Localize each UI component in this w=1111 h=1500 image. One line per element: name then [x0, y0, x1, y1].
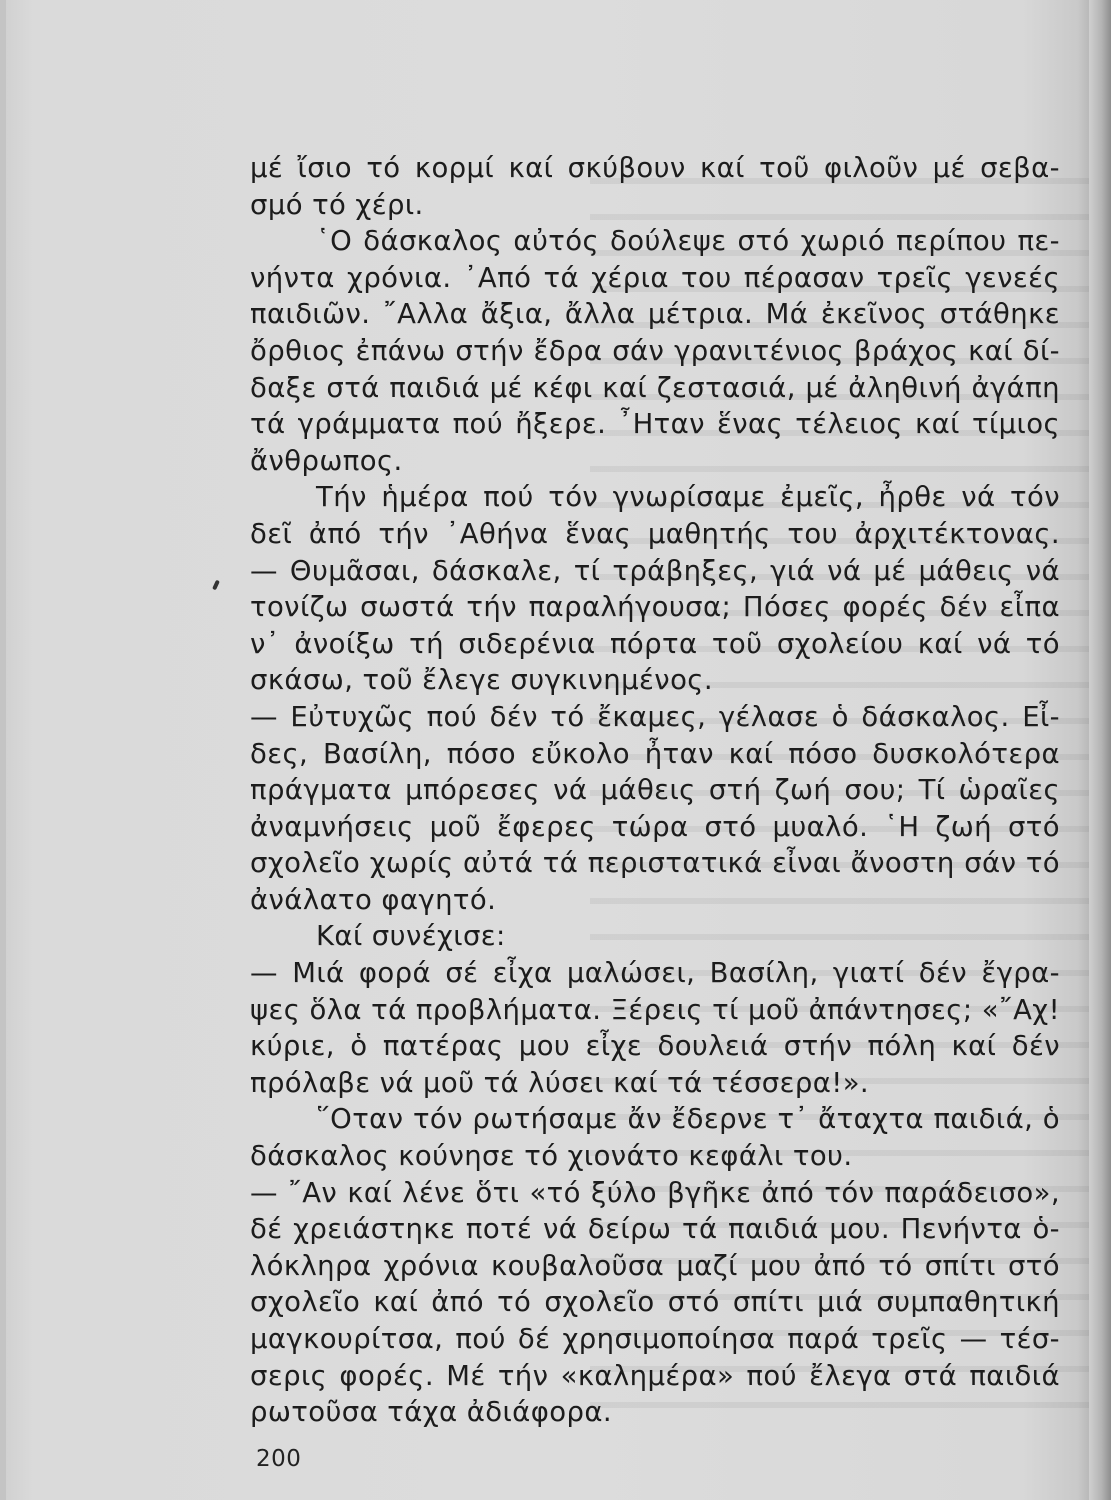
text-line: ψες ὅλα τά προβλήματα. Ξέρεις τί μοῦ ἀπάντησες; «῎Αχ! [250, 993, 1060, 1026]
text-line: ἄνθρωπος. [250, 444, 403, 477]
text-line: δάσκαλος κούνησε τό χιονάτο κεφάλι του. [250, 1140, 853, 1173]
stray-ink-mark [212, 580, 220, 591]
text-line: Καί συνέχισε: [316, 920, 506, 953]
text-line: παιδιῶν. ῎Αλλα ἄξια, ἄλλα μέτρια. Μά ἐκεῖνος στάθηκε [250, 298, 1060, 331]
page-number: 200 [256, 1446, 302, 1472]
text-line: σχολεῖο χωρίς αὐτά τά περιστατικά εἶναι ἄνοστη σάν τό [250, 847, 1060, 880]
text-line: Τήν ἡμέρα πού τόν γνωρίσαμε ἐμεῖς, ἦρθε νά τόν [316, 481, 1060, 514]
text-line: δέ χρειάστηκε ποτέ νά δείρω τά παιδιά μου. Πενήντα ὁ- [250, 1213, 1060, 1246]
text-line: δαξε στά παιδιά μέ κέφι καί ζεστασιά, μέ ἀληθινή ἀγάπη [250, 371, 1060, 404]
text-line: ῞Οταν τόν ρωτήσαμε ἄν ἔδερνε τ᾿ ἄταχτα παιδιά, ὁ [316, 1103, 1060, 1136]
text-line: — ῎Αν καί λένε ὅτι «τό ξύλο βγῆκε ἀπό τόν παράδεισο», [250, 1176, 1060, 1209]
text-line: — Μιά φορά σέ εἶχα μαλώσει, Βασίλη, γιατί δέν ἔγρα- [250, 957, 1060, 990]
text-line: — Θυμᾶσαι, δάσκαλε, τί τράβηξες, γιά νά μέ μάθεις νά [250, 554, 1060, 587]
text-line: τά γράμματα πού ἤξερε. ῏Ηταν ἕνας τέλειος καί τίμιος [250, 408, 1060, 441]
text-line: σκάσω, τοῦ ἔλεγε συγκινημένος. [250, 664, 713, 697]
body-text [250, 150, 1060, 1431]
text-line: μέ ἴσιο τό κορμί καί σκύβουν καί τοῦ φιλοῦν μέ σεβα- [250, 152, 1060, 184]
text-line: νήντα χρόνια. ᾿Από τά χέρια του πέρασαν τρεῖς γενεές [250, 261, 1060, 294]
text-line: ρωτοῦσα τάχα ἀδιάφορα. [250, 1396, 612, 1429]
text-line: κύριε, ὁ πατέρας μου εἶχε δουλειά στήν πόλη καί δέν [250, 1030, 1060, 1063]
text-line: ἀναμνήσεις μοῦ ἔφερες τώρα στό μυαλό. ῾Η ζωή στό [250, 810, 1060, 843]
text-line: λόκληρα χρόνια κουβαλοῦσα μαζί μου ἀπό τό σπίτι στό [250, 1249, 1060, 1282]
text-line: σμό τό χέρι. [250, 188, 424, 221]
page-binding-shadow [1089, 0, 1111, 1500]
text-line: τονίζω σωστά τήν παραλήγουσα; Πόσες φορές δέν εἶπα [250, 591, 1060, 624]
page-left-edge [0, 0, 6, 1500]
text-line: ν᾿ ἀνοίξω τή σιδερένια πόρτα τοῦ σχολείου καί νά τό [250, 627, 1060, 660]
text-line: ἀνάλατο φαγητό. [250, 883, 497, 916]
text-line: — Εὐτυχῶς πού δέν τό ἔκαμες, γέλασε ὁ δάσκαλος. Εἶ- [250, 700, 1060, 733]
text-line: σερις φορές. Μέ τήν «καλημέρα» πού ἔλεγα στά παιδιά [250, 1359, 1060, 1392]
text-line: πρόλαβε νά μοῦ τά λύσει καί τά τέσσερα!». [250, 1066, 870, 1099]
text-line: μαγκουρίτσα, πού δέ χρησιμοποίησα παρά τρεῖς — τέσ- [250, 1323, 1060, 1355]
text-line: δεῖ ἀπό τήν ᾿Αθήνα ἕνας μαθητής του ἀρχιτέκτονας. [250, 517, 1060, 550]
text-line: ὄρθιος ἐπάνω στήν ἔδρα σάν γρανιτένιος βράχος καί δί- [250, 334, 1060, 367]
text-line: σχολεῖο καί ἀπό τό σχολεῖο στό σπίτι μιά συμπαθητική [250, 1286, 1060, 1319]
text-line: ῾Ο δάσκαλος αὐτός δούλεψε στό χωριό περίπου πε- [316, 225, 1060, 258]
text-line: δες, Βασίλη, πόσο εὔκολο ἦταν καί πόσο δυσκολότερα [250, 737, 1060, 770]
text-line: πράγματα μπόρεσες νά μάθεις στή ζωή σου; Τί ὡραῖες [250, 774, 1060, 807]
